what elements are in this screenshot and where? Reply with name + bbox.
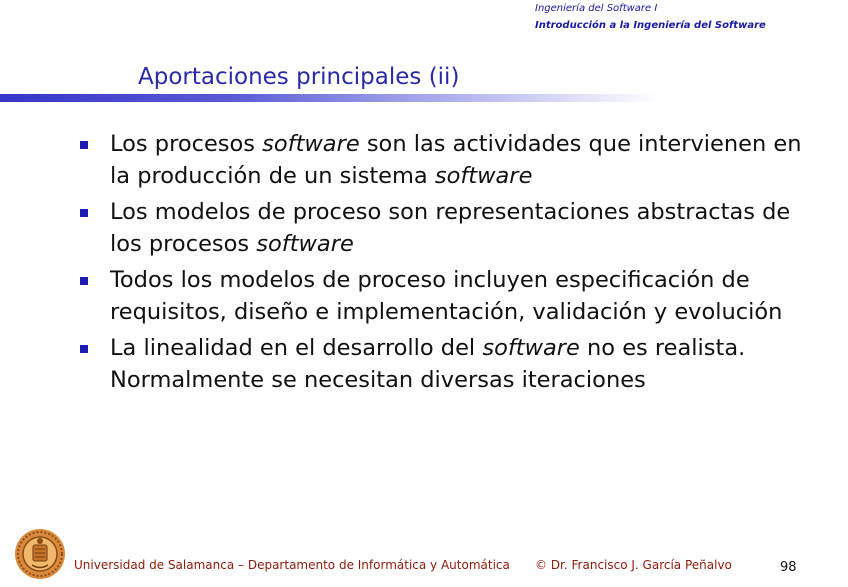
university-seal-icon: [14, 528, 66, 580]
bullet-text: la producción de un sistema: [110, 163, 435, 189]
bullet-line: [110, 160, 828, 192]
bullet-text-italic: software: [256, 231, 354, 257]
bullet-text: los procesos: [110, 231, 257, 257]
bullet-item: [0, 196, 848, 260]
bullet-list: [0, 128, 848, 400]
bullet-text-italic: software: [262, 131, 360, 157]
bullet-item: [0, 128, 848, 192]
bullet-item: [0, 264, 848, 328]
bullet-line: [110, 332, 828, 364]
bullet-text: son las actividades que intervienen en: [359, 131, 802, 157]
bullet-item: [0, 332, 848, 396]
bullet-line: [110, 196, 828, 228]
bullet-text: requisitos, diseño e implementación, validación y evolución: [110, 299, 783, 325]
header-subject: Introducción a la Ingeniería del Software: [535, 20, 766, 31]
university-seal-svg: [14, 528, 66, 580]
bullet-line: [110, 264, 828, 296]
bullet-square-icon: [80, 345, 88, 353]
bullet-text: Los modelos de proceso son representaciones abstractas de: [110, 199, 791, 225]
title-gradient-bar: [0, 94, 660, 102]
bullet-line: [110, 296, 828, 328]
bullet-line: [110, 128, 828, 160]
bullet-text: La linealidad en el desarrollo del: [110, 335, 483, 361]
bullet-text: Todos los modelos de proceso incluyen especificación de: [110, 267, 750, 293]
bullet-square-icon: [80, 277, 88, 285]
page-number: 98: [780, 560, 797, 575]
bullet-text-italic: software: [434, 163, 533, 189]
bullet-text: Los procesos: [110, 131, 263, 157]
bullet-text: no es realista.: [579, 335, 746, 361]
bullet-line: [110, 364, 828, 396]
header-course: Ingeniería del Software I: [535, 3, 658, 14]
bullet-line: [110, 228, 828, 260]
slide-title: Aportaciones principales (ii): [138, 64, 460, 90]
bullet-text: Normalmente se necesitan diversas iteraciones: [110, 367, 646, 393]
footer-institution: Universidad de Salamanca – Departamento de Informática y Automática: [74, 558, 510, 572]
bullet-text-italic: software: [482, 335, 580, 361]
bullet-square-icon: [80, 209, 88, 217]
bullet-square-icon: [80, 141, 88, 149]
footer-author: © Dr. Francisco J. García Peñalvo: [535, 558, 732, 572]
